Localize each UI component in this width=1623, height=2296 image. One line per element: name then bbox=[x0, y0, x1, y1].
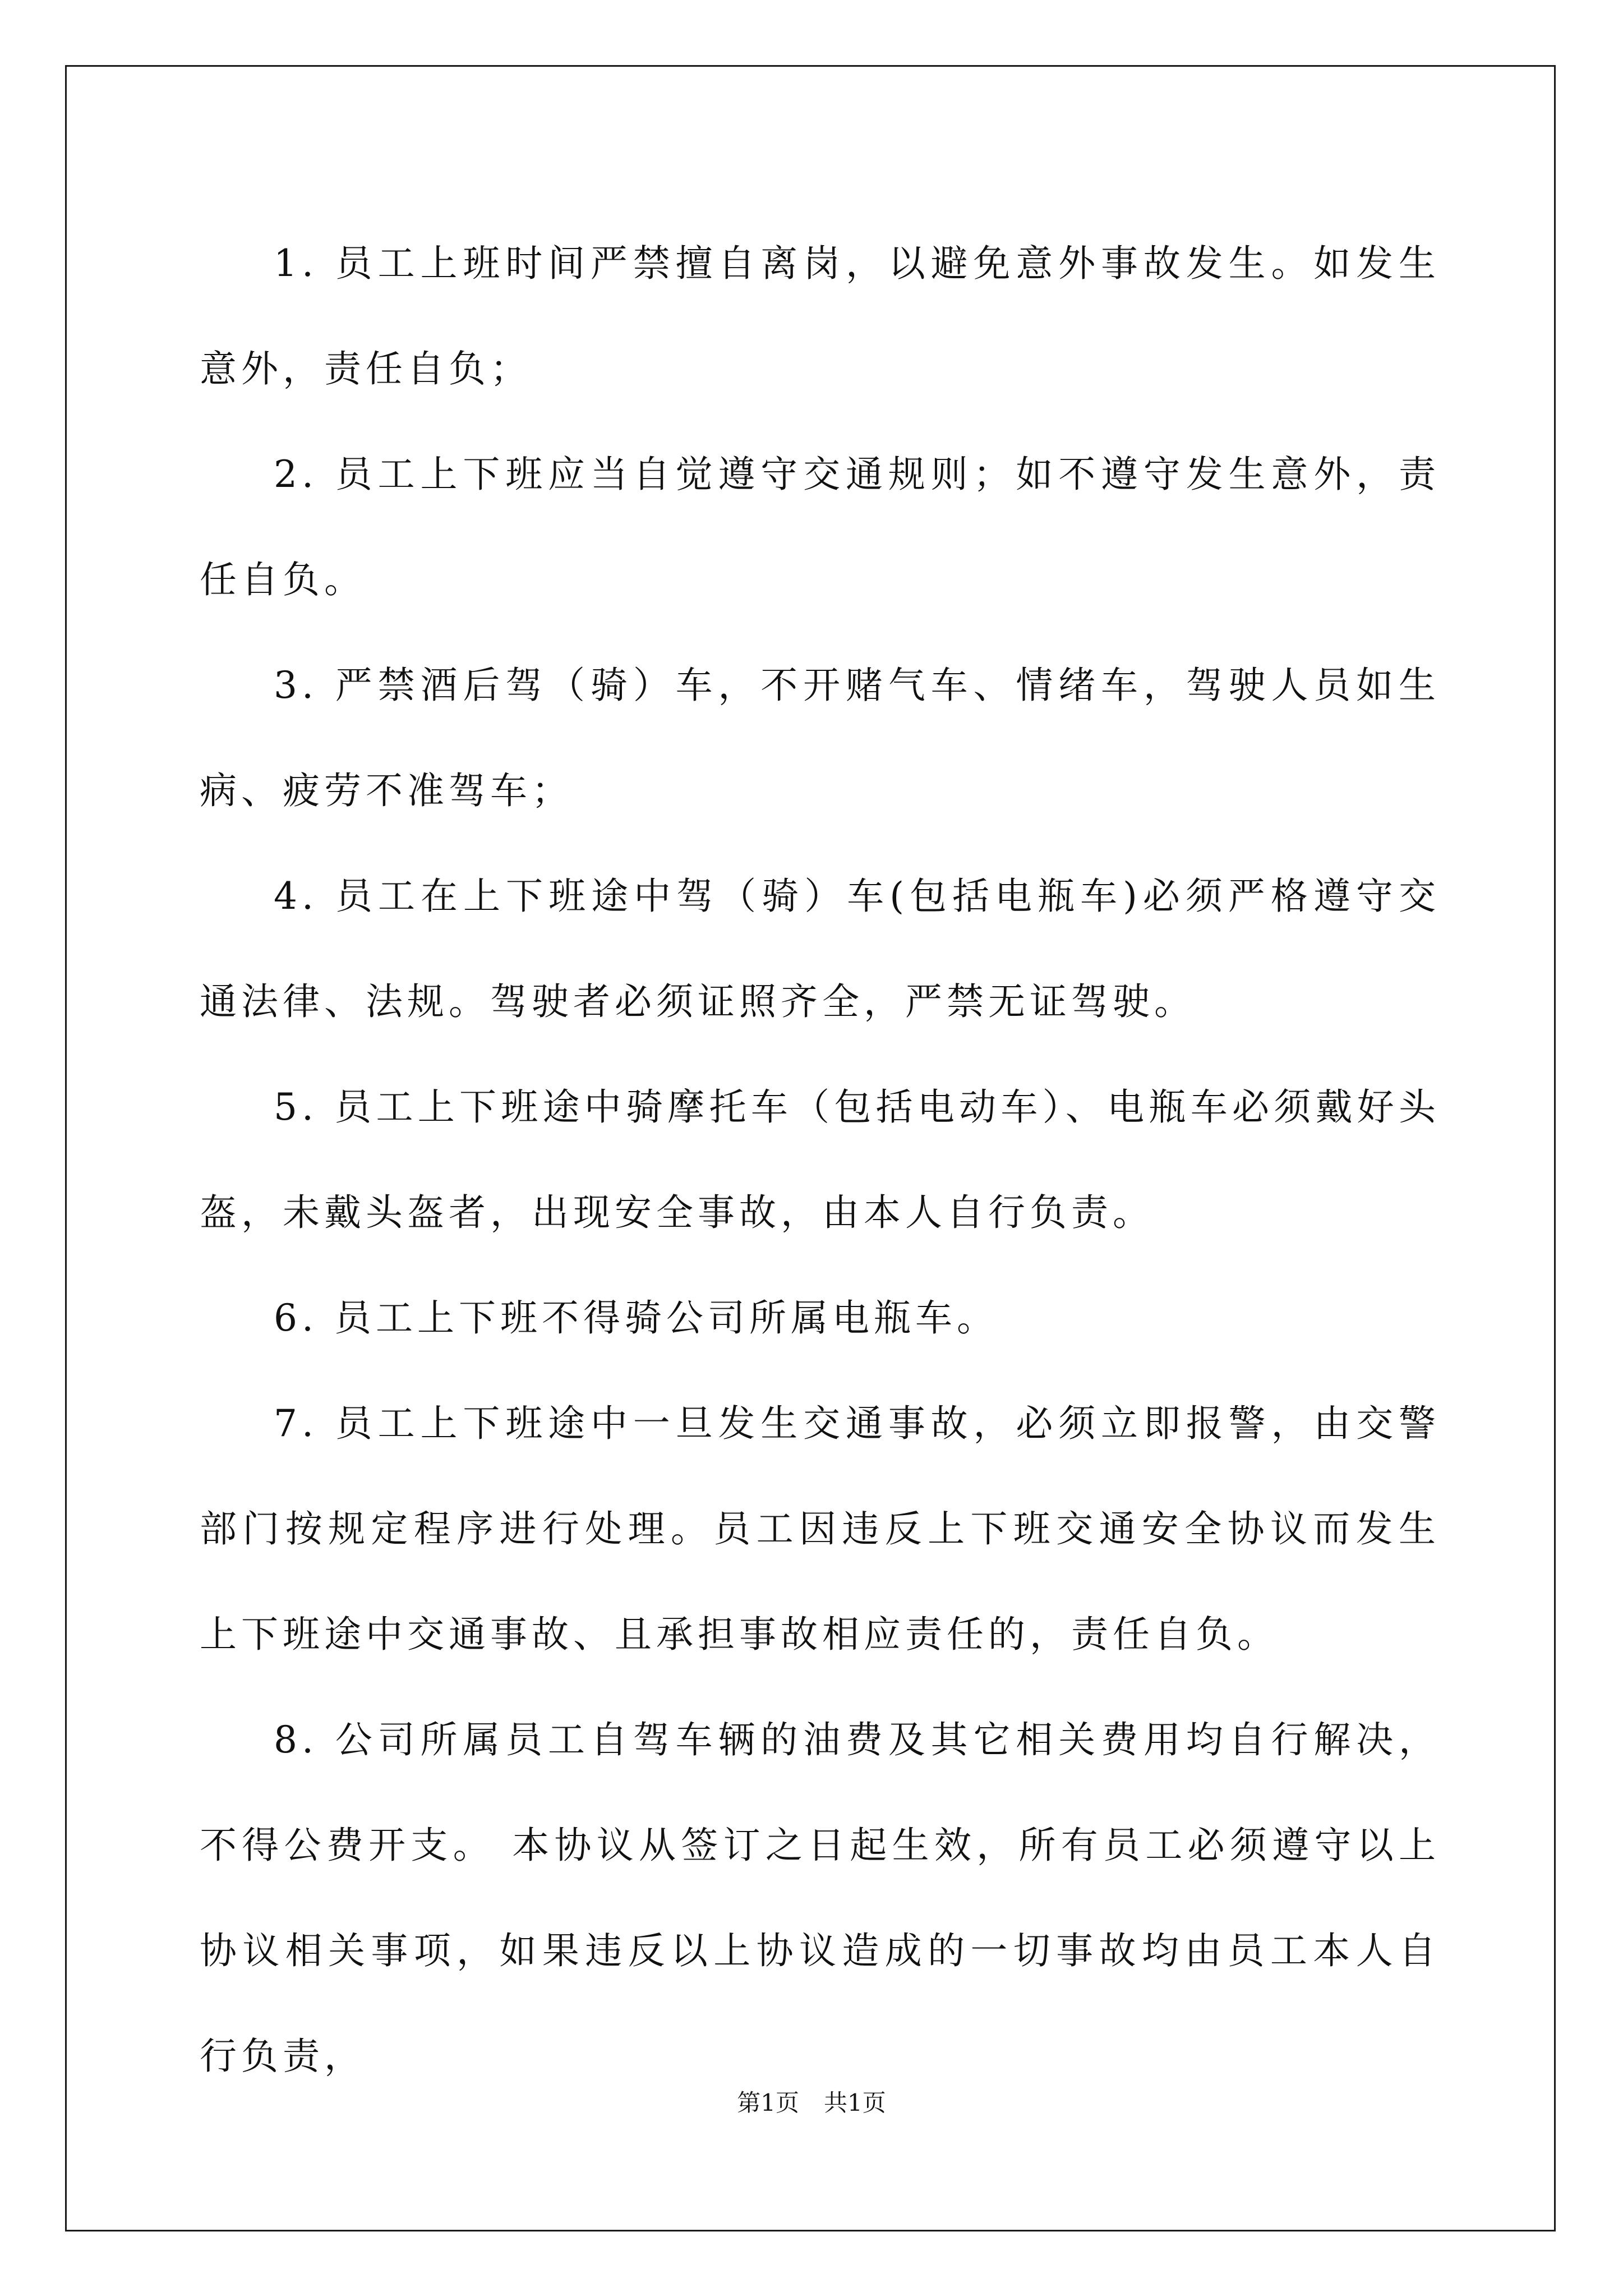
document-body bbox=[200, 211, 1440, 2109]
clause-3: 3. 严禁酒后驾（骑）车，不开赌气车、情绪车，驾驶人员如生病、疲劳不准驾车； bbox=[200, 664, 1440, 812]
page-total: 共1页 bbox=[824, 2089, 886, 2116]
clause-2: 2. 员工上下班应当自觉遵守交通规则；如不遵守发生意外，责任自负。 bbox=[200, 453, 1440, 601]
clause-8: 8. 公司所属员工自驾车辆的油费及其它相关费用均自行解决，不得公费开支。 本协议从签订之日起生效，所有员工必须遵守以上协议相关事项，如果违反以上协议造成的一切事故均由员工本人自行负责， bbox=[200, 1718, 1440, 2078]
page-footer bbox=[0, 2085, 1623, 2118]
clause-6: 6. 员工上下班不得骑公司所属电瓶车。 bbox=[274, 1296, 998, 1340]
clause-1: 1. 员工上班时间严禁擅自离岗，以避免意外事故发生。如发生意外，责任自负； bbox=[200, 242, 1440, 390]
clause-5: 5. 员工上下班途中骑摩托车（包括电动车）、电瓶车必须戴好头盔，未戴头盔者，出现安全事故，由本人自行负责。 bbox=[200, 1085, 1440, 1234]
clause-7: 7. 员工上下班途中一旦发生交通事故，必须立即报警，由交警部门按规定程序进行处理。员工因违反上下班交通安全协议而发生上下班途中交通事故、且承担事故相应责任的，责任自负。 bbox=[200, 1402, 1440, 1656]
clause-4: 4. 员工在上下班途中驾（骑）车(包括电瓶车)必须严格遵守交通法律、法规。驾驶者必须证照齐全，严禁无证驾驶。 bbox=[200, 875, 1440, 1023]
page-number: 第1页 bbox=[737, 2089, 799, 2116]
